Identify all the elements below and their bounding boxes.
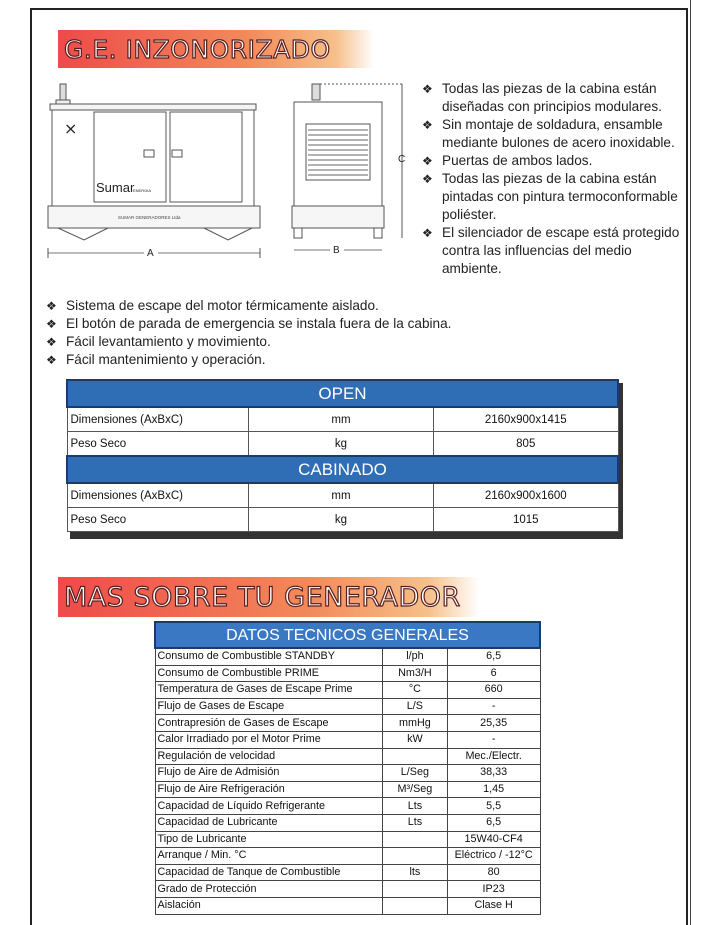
tech-header: DATOS TECNICOS GENERALES <box>155 622 540 648</box>
table-row <box>155 798 540 815</box>
row-unit: kg <box>248 432 433 457</box>
table-row <box>155 748 540 765</box>
row-unit <box>383 881 448 898</box>
table-row <box>155 781 540 798</box>
diamond-bullet-icon: ❖ <box>46 317 57 331</box>
diamond-bullet-icon: ❖ <box>422 226 433 240</box>
row-value: Mec./Electr. <box>447 748 540 765</box>
row-label: Flujo de Gases de Escape <box>155 698 383 715</box>
row-unit: kg <box>248 508 433 532</box>
table-row <box>155 831 540 848</box>
page-frame-left <box>30 8 32 925</box>
row-value: - <box>447 731 540 748</box>
row-label: Regulación de velocidad <box>155 748 383 765</box>
row-label: Dimensiones (AxBxC) <box>67 483 248 508</box>
table-row <box>67 407 618 432</box>
row-label: Dimensiones (AxBxC) <box>67 407 248 432</box>
table-row <box>155 848 540 865</box>
table-row <box>67 508 618 532</box>
row-value: 25,35 <box>447 715 540 732</box>
diamond-bullet-icon: ❖ <box>422 82 433 96</box>
row-label: Capacidad de Líquido Refrigerante <box>155 798 383 815</box>
row-value: 6 <box>447 665 540 682</box>
table-row <box>155 897 540 914</box>
list-item: ❖ Sistema de escape del motor térmicamente aislado. <box>46 298 379 313</box>
row-unit: lts <box>383 864 448 881</box>
list-item: ❖ Sin montaje de soldadura, ensamble mediante bulones de acero inoxidable. <box>422 117 675 150</box>
row-unit: Nm3/H <box>383 665 448 682</box>
table-row <box>155 864 540 881</box>
table-row <box>155 682 540 699</box>
diamond-bullet-icon: ❖ <box>46 335 57 349</box>
table-row <box>155 765 540 782</box>
row-value: 805 <box>434 432 619 457</box>
table-row <box>155 648 540 665</box>
row-value: 1,45 <box>447 781 540 798</box>
row-label: Capacidad de Lubricante <box>155 814 383 831</box>
row-label: Consumo de Combustible STANDBY <box>155 648 383 665</box>
tech-header-row <box>155 622 540 648</box>
row-value: Clase H <box>447 897 540 914</box>
row-unit: Lts <box>383 814 448 831</box>
dimension-b-label: B <box>333 245 340 256</box>
row-unit: kW <box>383 731 448 748</box>
cabinado-header: CABINADO <box>67 456 618 483</box>
page-frame-right-edge <box>690 0 691 925</box>
open-header-row <box>67 380 618 407</box>
section-title-mas-sobre <box>58 577 479 617</box>
dimensions-table <box>66 379 619 532</box>
list-item: ❖ El silenciador de escape está protegido contra las influencias del medio ambiente. <box>422 225 680 276</box>
table-row <box>67 432 618 457</box>
features-list-cabin <box>422 80 682 278</box>
page-frame-right <box>686 8 688 925</box>
table-row <box>155 665 540 682</box>
generator-front-drawing <box>44 78 266 264</box>
row-value: 2160x900x1600 <box>434 483 619 508</box>
row-unit: Lts <box>383 798 448 815</box>
diamond-bullet-icon: ❖ <box>422 172 433 186</box>
row-label: Flujo de Aire de Admisión <box>155 765 383 782</box>
section-title-insonorizado <box>58 30 374 68</box>
row-label: Aislación <box>155 897 383 914</box>
diamond-bullet-icon: ❖ <box>422 154 433 168</box>
row-unit: l/ph <box>383 648 448 665</box>
row-value: IP23 <box>447 881 540 898</box>
nameplate-text: SUMAR GENERADORES Ltda <box>118 215 181 220</box>
row-value: 80 <box>447 864 540 881</box>
open-header: OPEN <box>67 380 618 407</box>
row-value: Eléctrico / -12°C <box>447 848 540 865</box>
page-frame-top <box>30 8 688 10</box>
row-unit <box>383 848 448 865</box>
section-title-text: MAS SOBRE TU GENERADOR <box>64 581 461 613</box>
list-item: ❖ El botón de parada de emergencia se instala fuera de la cabina. <box>46 316 452 331</box>
row-label: Arranque / Min. °C <box>155 848 383 865</box>
list-item: ❖ Fácil mantenimiento y operación. <box>46 352 266 367</box>
row-unit: L/Seg <box>383 765 448 782</box>
row-value: 5,5 <box>447 798 540 815</box>
diamond-bullet-icon: ❖ <box>46 353 57 367</box>
row-unit: °C <box>383 682 448 699</box>
row-value: 6,5 <box>447 648 540 665</box>
cabinado-header-row <box>67 456 618 483</box>
brand-logo-icon: ⨯ <box>64 119 78 138</box>
dimension-c-label: C <box>398 154 406 165</box>
row-unit: mmHg <box>383 715 448 732</box>
row-value: 660 <box>447 682 540 699</box>
dimension-a-label: A <box>147 248 154 259</box>
diamond-bullet-icon: ❖ <box>422 118 433 132</box>
row-value: 1015 <box>434 508 619 532</box>
row-value: 2160x900x1415 <box>434 407 619 432</box>
row-label: Tipo de Lubricante <box>155 831 383 848</box>
table-row <box>155 881 540 898</box>
row-value: 38,33 <box>447 765 540 782</box>
row-label: Contrapresión de Gases de Escape <box>155 715 383 732</box>
list-item: ❖ Todas las piezas de la cabina están diseñadas con principios modulares. <box>422 81 662 114</box>
technical-data-table <box>154 621 541 915</box>
row-unit <box>383 831 448 848</box>
table-row <box>155 698 540 715</box>
diamond-bullet-icon: ❖ <box>46 299 57 313</box>
row-value: 15W40-CF4 <box>447 831 540 848</box>
row-label: Calor Irradiado por el Motor Prime <box>155 731 383 748</box>
brand-subtitle: ENERGIA <box>133 188 152 193</box>
row-unit: mm <box>248 407 433 432</box>
row-label: Peso Seco <box>67 508 248 532</box>
table-row <box>155 731 540 748</box>
table-row <box>67 483 618 508</box>
row-unit: M³/Seg <box>383 781 448 798</box>
row-label: Consumo de Combustible PRIME <box>155 665 383 682</box>
list-item: ❖ Todas las piezas de la cabina están pintadas con pintura termoconformable poliéster. <box>422 171 678 222</box>
features-list-general <box>46 297 506 369</box>
row-unit: L/S <box>383 698 448 715</box>
row-unit <box>383 748 448 765</box>
row-label: Grado de Protección <box>155 881 383 898</box>
row-value: - <box>447 698 540 715</box>
row-label: Temperatura de Gases de Escape Prime <box>155 682 383 699</box>
row-label: Peso Seco <box>67 432 248 457</box>
row-label: Capacidad de Tanque de Combustible <box>155 864 383 881</box>
row-value: 6,5 <box>447 814 540 831</box>
list-item: ❖ Puertas de ambos lados. <box>422 153 593 168</box>
brand-name: Sumar <box>96 180 135 195</box>
row-unit: mm <box>248 483 433 508</box>
list-item: ❖ Fácil levantamiento y movimiento. <box>46 334 271 349</box>
table-row <box>155 715 540 732</box>
section-title-text: G.E. INZONORIZADO <box>64 34 331 64</box>
row-label: Flujo de Aire Refrigeración <box>155 781 383 798</box>
row-unit <box>383 897 448 914</box>
table-row <box>155 814 540 831</box>
generator-side-drawing <box>290 78 420 264</box>
